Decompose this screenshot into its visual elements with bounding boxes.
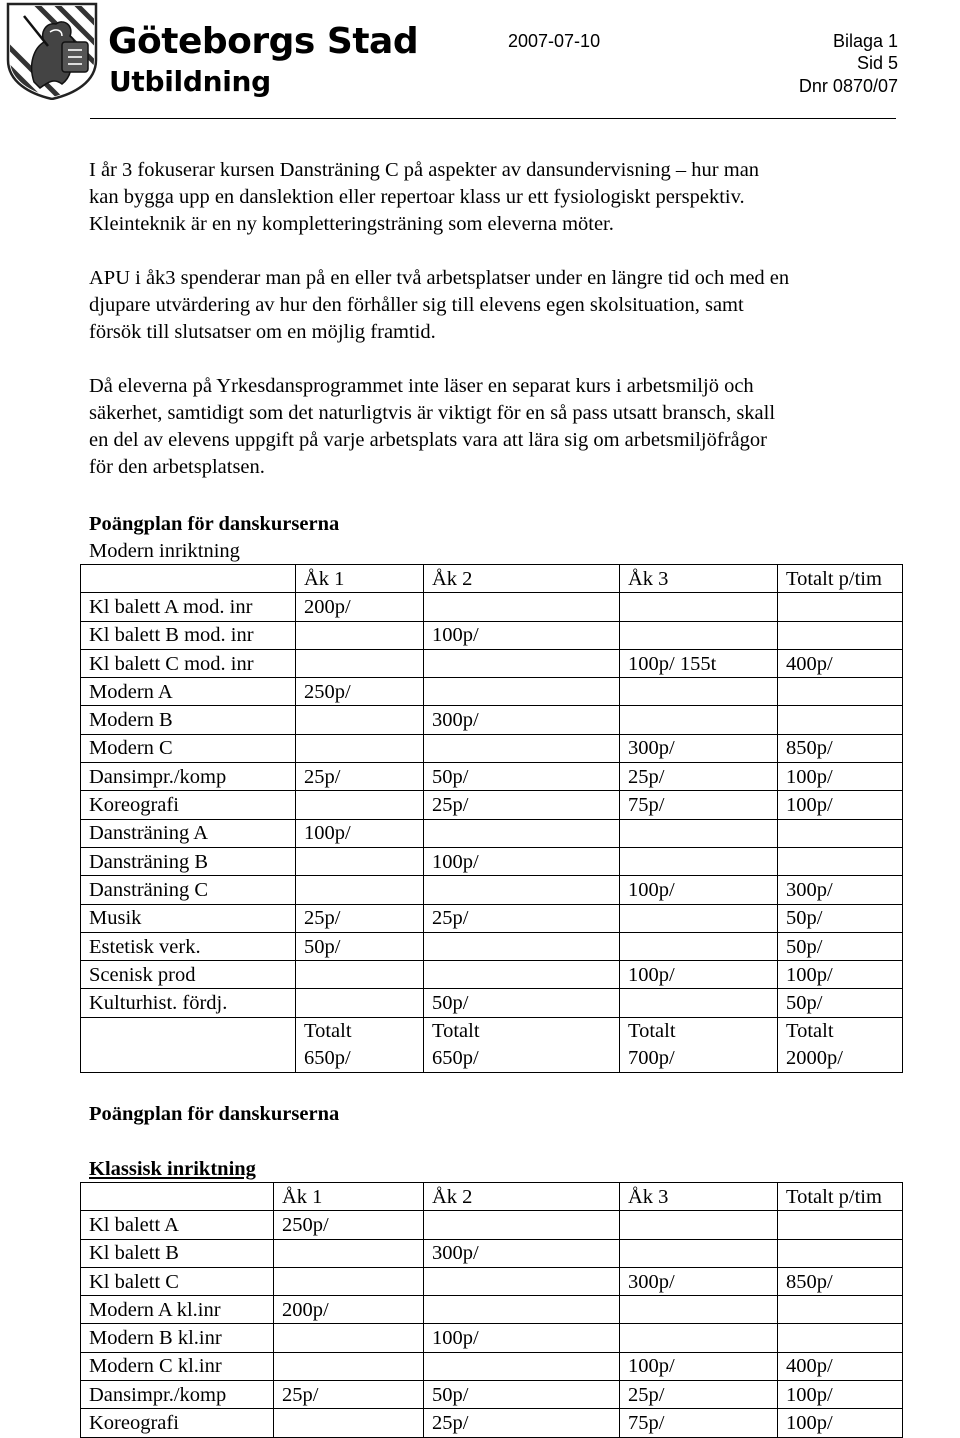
points-cell: 200p/	[274, 1296, 424, 1324]
points-cell	[296, 847, 424, 875]
header-cell: Åk 1	[296, 565, 424, 593]
section-heading-klassisk: Poängplan för danskurserna	[89, 1103, 340, 1125]
points-cell	[620, 678, 778, 706]
points-cell: 25p/	[296, 763, 424, 791]
course-name-cell: Modern A kl.inr	[81, 1296, 274, 1324]
points-cell: 25p/	[424, 791, 620, 819]
points-cell: 100p/	[778, 791, 903, 819]
points-cell	[778, 1211, 903, 1239]
points-cell	[296, 734, 424, 762]
totals-label-cell-empty	[81, 1017, 296, 1072]
course-name-cell: Modern B kl.inr	[81, 1324, 274, 1352]
text-line: djupare utvärdering av hur den förhåller sig till elevens egen skolsituation, samt	[89, 294, 744, 316]
goteborg-coat-of-arms-logo	[4, 2, 100, 100]
total-value: 650p/	[304, 1046, 351, 1069]
paragraph-3	[89, 373, 919, 481]
total-label: Totalt	[628, 1019, 676, 1042]
text-line: en del av elevens uppgift på varje arbetsplats vara att lära sig om arbetsmiljöfrågor	[89, 429, 767, 451]
points-cell	[296, 791, 424, 819]
header-cell: Åk 3	[620, 1183, 778, 1211]
points-cell	[620, 904, 778, 932]
points-cell	[778, 593, 903, 621]
points-cell	[620, 989, 778, 1017]
points-cell: 100p/	[778, 763, 903, 791]
points-cell	[424, 819, 620, 847]
points-cell	[424, 876, 620, 904]
total-cell	[296, 1017, 424, 1072]
points-cell	[620, 932, 778, 960]
paragraph-2	[89, 265, 919, 346]
section-subheading-klassisk: Klassisk inriktning	[89, 1158, 256, 1180]
course-name-cell: Kl balett C mod. inr	[81, 649, 296, 677]
points-table-klassisk	[80, 1182, 903, 1438]
points-cell: 75p/	[620, 1409, 778, 1437]
points-cell: 25p/	[296, 904, 424, 932]
points-cell	[620, 1324, 778, 1352]
page-number: Sid 5	[856, 53, 898, 73]
table-header-row	[81, 565, 903, 593]
section-subheading-modern: Modern inriktning	[89, 540, 240, 562]
points-cell: 300p/	[424, 706, 620, 734]
points-cell	[620, 847, 778, 875]
paragraph-1	[89, 157, 919, 238]
points-cell	[274, 1324, 424, 1352]
table-row	[81, 989, 903, 1017]
course-name-cell: Musik	[81, 904, 296, 932]
header-cell: Totalt p/tim	[778, 565, 903, 593]
total-label: Totalt	[304, 1019, 352, 1042]
attachment-label: Bilaga 1	[832, 31, 898, 51]
table-row	[81, 847, 903, 875]
points-cell	[620, 621, 778, 649]
header-cell-empty	[81, 1183, 274, 1211]
table-row	[81, 1239, 903, 1267]
points-cell	[778, 819, 903, 847]
text-line: Då eleverna på Yrkesdansprogrammet inte läser en separat kurs i arbetsmiljö och	[89, 375, 754, 397]
points-cell	[296, 989, 424, 1017]
points-cell	[296, 649, 424, 677]
header-cell: Totalt p/tim	[778, 1183, 903, 1211]
header-cell: Åk 1	[274, 1183, 424, 1211]
points-cell: 850p/	[778, 734, 903, 762]
text-line: säkerhet, samtidigt som det naturligtvis är viktigt för en så pass utsatt bransch, skall	[89, 402, 776, 424]
points-cell	[424, 1352, 620, 1380]
points-cell	[296, 706, 424, 734]
text-line: I år 3 fokuserar kursen Dansträning C på aspekter av dansundervisning – hur man	[89, 159, 760, 181]
header-divider	[90, 118, 896, 119]
total-cell	[424, 1017, 620, 1072]
points-cell	[274, 1409, 424, 1437]
course-name-cell: Modern B	[81, 706, 296, 734]
course-name-cell: Scenisk prod	[81, 961, 296, 989]
points-cell	[778, 1296, 903, 1324]
table-row	[81, 1381, 903, 1409]
points-cell	[424, 1296, 620, 1324]
table-row	[81, 1267, 903, 1295]
total-cell	[620, 1017, 778, 1072]
table-row	[81, 593, 903, 621]
course-name-cell: Kl balett A mod. inr	[81, 593, 296, 621]
points-cell: 50p/	[424, 763, 620, 791]
course-name-cell: Dansträning A	[81, 819, 296, 847]
points-cell	[424, 649, 620, 677]
points-cell: 100p/	[778, 1409, 903, 1437]
points-cell: 300p/	[424, 1239, 620, 1267]
table-row	[81, 961, 903, 989]
table-row	[81, 1409, 903, 1437]
points-cell	[620, 1211, 778, 1239]
points-cell	[424, 593, 620, 621]
points-cell	[620, 1296, 778, 1324]
course-name-cell: Kl balett A	[81, 1211, 274, 1239]
course-name-cell: Dansimpr./komp	[81, 763, 296, 791]
points-cell: 50p/	[424, 989, 620, 1017]
table-row	[81, 791, 903, 819]
points-cell: 50p/	[778, 989, 903, 1017]
section-heading-modern: Poängplan för danskurserna	[89, 513, 340, 535]
points-cell: 25p/	[424, 904, 620, 932]
points-cell	[620, 1239, 778, 1267]
table-row	[81, 734, 903, 762]
points-cell: 100p/	[424, 847, 620, 875]
table-row	[81, 932, 903, 960]
table-row	[81, 763, 903, 791]
points-cell: 100p/ 155t	[620, 649, 778, 677]
table-row	[81, 706, 903, 734]
header-cell: Åk 2	[424, 565, 620, 593]
points-cell: 400p/	[778, 1352, 903, 1380]
points-cell	[778, 678, 903, 706]
points-table-modern	[80, 564, 903, 1073]
table-row	[81, 1352, 903, 1380]
brand-name: Göteborgs Stad	[108, 21, 419, 62]
reference-number: Dnr 0870/07	[798, 76, 898, 96]
text-line: kan bygga upp en danslektion eller repertoar klass ur ett fysiologiskt perspektiv.	[89, 186, 745, 208]
points-cell: 400p/	[778, 649, 903, 677]
course-name-cell: Modern C kl.inr	[81, 1352, 274, 1380]
totals-row	[81, 1017, 903, 1072]
points-cell	[296, 621, 424, 649]
course-name-cell: Koreografi	[81, 791, 296, 819]
points-cell: 75p/	[620, 791, 778, 819]
brand-subtitle: Utbildning	[109, 65, 271, 98]
points-cell	[778, 706, 903, 734]
points-cell	[424, 678, 620, 706]
course-name-cell: Kulturhist. fördj.	[81, 989, 296, 1017]
course-name-cell: Estetisk verk.	[81, 932, 296, 960]
points-cell	[424, 932, 620, 960]
total-label: Totalt	[786, 1019, 834, 1042]
points-cell: 25p/	[424, 1409, 620, 1437]
points-cell: 25p/	[620, 763, 778, 791]
points-cell	[620, 819, 778, 847]
course-name-cell: Modern A	[81, 678, 296, 706]
document-date: 2007-07-10	[508, 31, 601, 51]
points-cell	[296, 876, 424, 904]
total-value: 2000p/	[786, 1046, 843, 1069]
course-name-cell: Kl balett B mod. inr	[81, 621, 296, 649]
course-name-cell: Dansimpr./komp	[81, 1381, 274, 1409]
table-row	[81, 1296, 903, 1324]
points-cell	[778, 847, 903, 875]
points-cell	[424, 961, 620, 989]
points-cell	[778, 1324, 903, 1352]
text-line: APU i åk3 spenderar man på en eller två arbetsplatser under en längre tid och med en	[89, 267, 790, 289]
text-line: försök till slutsatser om en möjlig framtid.	[89, 321, 436, 343]
points-cell	[778, 621, 903, 649]
table-header-row	[81, 1183, 903, 1211]
points-cell: 50p/	[296, 932, 424, 960]
points-cell	[424, 1267, 620, 1295]
table-row	[81, 1211, 903, 1239]
points-cell	[424, 1211, 620, 1239]
points-cell: 300p/	[778, 876, 903, 904]
text-line: Kleinteknik är en ny kompletteringsträning som eleverna möter.	[89, 213, 614, 235]
points-cell	[296, 961, 424, 989]
points-cell: 50p/	[424, 1381, 620, 1409]
points-cell	[424, 734, 620, 762]
table-row	[81, 876, 903, 904]
points-cell: 50p/	[778, 904, 903, 932]
points-cell	[274, 1239, 424, 1267]
points-cell: 200p/	[296, 593, 424, 621]
points-cell: 250p/	[296, 678, 424, 706]
points-cell: 100p/	[424, 1324, 620, 1352]
total-value: 700p/	[628, 1046, 675, 1069]
points-cell: 100p/	[620, 876, 778, 904]
table-row	[81, 649, 903, 677]
course-name-cell: Modern C	[81, 734, 296, 762]
points-cell: 100p/	[778, 961, 903, 989]
course-name-cell: Dansträning B	[81, 847, 296, 875]
table-row	[81, 819, 903, 847]
course-name-cell: Dansträning C	[81, 876, 296, 904]
points-cell: 100p/	[620, 1352, 778, 1380]
points-cell	[274, 1352, 424, 1380]
points-cell: 250p/	[274, 1211, 424, 1239]
header-cell: Åk 3	[620, 565, 778, 593]
points-cell: 100p/	[620, 961, 778, 989]
points-cell	[620, 593, 778, 621]
total-value: 650p/	[432, 1046, 479, 1069]
points-cell	[620, 706, 778, 734]
header-cell: Åk 2	[424, 1183, 620, 1211]
points-cell: 300p/	[620, 1267, 778, 1295]
table-row	[81, 1324, 903, 1352]
course-name-cell: Kl balett C	[81, 1267, 274, 1295]
course-name-cell: Kl balett B	[81, 1239, 274, 1267]
points-cell: 850p/	[778, 1267, 903, 1295]
table-row	[81, 621, 903, 649]
points-cell	[274, 1267, 424, 1295]
points-cell: 25p/	[620, 1381, 778, 1409]
points-cell: 25p/	[274, 1381, 424, 1409]
points-cell: 50p/	[778, 932, 903, 960]
table-row	[81, 678, 903, 706]
course-name-cell: Koreografi	[81, 1409, 274, 1437]
points-cell: 300p/	[620, 734, 778, 762]
points-cell: 100p/	[778, 1381, 903, 1409]
table-row	[81, 904, 903, 932]
points-cell: 100p/	[424, 621, 620, 649]
total-label: Totalt	[432, 1019, 480, 1042]
points-cell: 100p/	[296, 819, 424, 847]
text-line: för den arbetsplatsen.	[89, 456, 265, 478]
total-cell	[778, 1017, 903, 1072]
points-cell	[778, 1239, 903, 1267]
header-cell-empty	[81, 565, 296, 593]
